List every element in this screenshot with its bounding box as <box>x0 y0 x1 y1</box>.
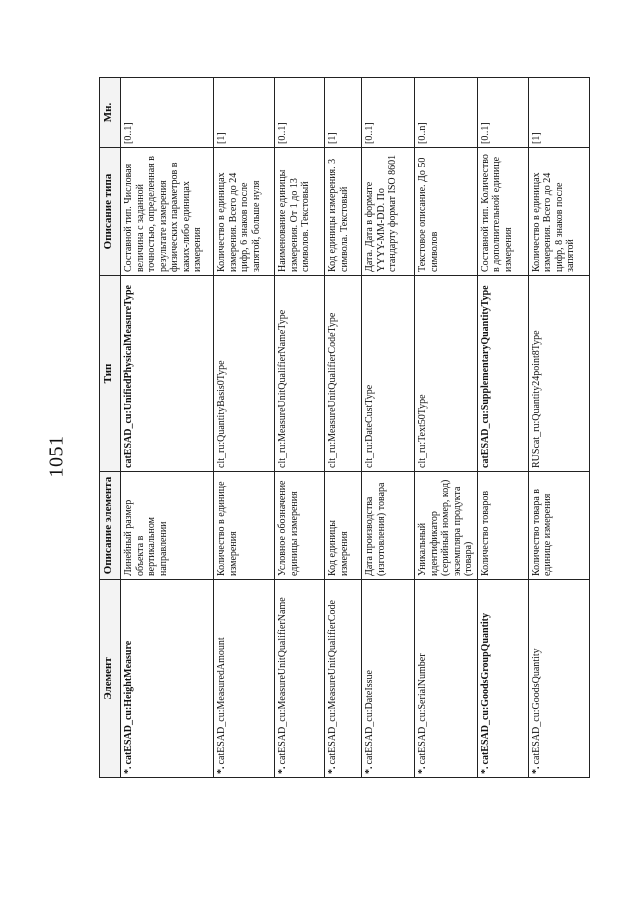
element-cell <box>325 580 362 778</box>
element-description: Количество в единице измерения <box>214 472 275 580</box>
element-name: catESAD_cu:HeightMeasure <box>123 640 134 765</box>
table-row <box>528 78 589 778</box>
row-marker: *. <box>277 766 288 774</box>
element-cell <box>415 580 478 778</box>
table-row <box>325 78 362 778</box>
element-cell <box>362 580 415 778</box>
element-description: Линейный размер объекта в вертикальном направлении <box>121 472 214 580</box>
table-row <box>121 78 214 778</box>
multiplicity: [1] <box>528 78 589 148</box>
element-cell <box>477 580 528 778</box>
multiplicity: [0..1] <box>362 78 415 148</box>
type-description: Дата. Дата в формате YYYY-MM-DD. По стандарту формат ISO 8601 <box>362 148 415 276</box>
multiplicity: [1] <box>214 78 275 148</box>
multiplicity: [1] <box>325 78 362 148</box>
multiplicity: [0..1] <box>275 78 325 148</box>
element-description: Количество товаров <box>477 472 528 580</box>
element-table-rotated <box>99 78 640 778</box>
type-description: Количество в единицах измерения. Всего до 24 цифр, 6 знаков после запятой, больше нуля <box>214 148 275 276</box>
element-description: Уникальный идентификатор (серийный номер, код) экземпляра продукта (товара) <box>415 472 478 580</box>
multiplicity: [0..1] <box>121 78 214 148</box>
element-cell <box>275 580 325 778</box>
element-description: Условное обозначение единицы измерения <box>275 472 325 580</box>
header-type: Тип <box>100 276 121 472</box>
type-description: Составной тип. Числовая величина с заданной точностью, определенная в результате измерения физических параметров в каких-либо единицах измерения <box>121 148 214 276</box>
element-name: catESAD_cu:MeasuredAmount <box>216 637 227 765</box>
row-marker: *. <box>479 766 491 774</box>
element-name: catESAD_cu:SerialNumber <box>417 653 428 765</box>
header-element: Элемент <box>100 580 121 778</box>
header-type-desc: Описание типа <box>100 148 121 276</box>
type-description: Количество в единицах измерения. Всего до 24 цифр, 8 знаков после запятой <box>528 148 589 276</box>
element-cell <box>214 580 275 778</box>
element-name: catESAD_cu:MeasureUnitQualifierCode <box>327 600 338 765</box>
element-description: Код единицы измерения <box>325 472 362 580</box>
row-marker: *. <box>530 766 542 774</box>
element-name: catESAD_cu:GoodsGroupQuantity <box>479 612 491 765</box>
table-row <box>214 78 275 778</box>
type-name: clt_ru:MeasureUnitQualifierCodeType <box>325 276 362 472</box>
type-name: clt_ru:QuantityBasis0Type <box>214 276 275 472</box>
element-table <box>99 77 590 778</box>
type-description: Код единицы измерения. 3 символа. Текстовый <box>325 148 362 276</box>
element-cell <box>528 580 589 778</box>
element-name: catESAD_cu:GoodsQuantity <box>530 648 542 765</box>
type-name: clt_ru:DateCustType <box>362 276 415 472</box>
multiplicity: [0..1] <box>477 78 528 148</box>
table-row <box>362 78 415 778</box>
row-marker: *. <box>417 766 428 774</box>
table-row <box>415 78 478 778</box>
element-description: Дата производства (изготовления) товара <box>362 472 415 580</box>
table-header-row <box>100 78 121 778</box>
row-marker: *. <box>327 766 338 774</box>
table-row <box>477 78 528 778</box>
table-row <box>275 78 325 778</box>
header-element-desc: Описание элемента <box>100 472 121 580</box>
element-description: Количество товара в единице измерения <box>528 472 589 580</box>
type-name: catESAD_cu:UnifiedPhysicalMeasureType <box>121 276 214 472</box>
row-marker: *. <box>364 766 375 774</box>
row-marker: *. <box>123 766 134 774</box>
row-marker: *. <box>216 766 227 774</box>
type-description: Текстовое описание. До 50 символов <box>415 148 478 276</box>
element-name: catESAD_cu:DateIssue <box>364 670 375 765</box>
header-multiplicity: Мн. <box>100 78 121 148</box>
element-cell <box>121 580 214 778</box>
type-name: catESAD_cu:SupplementaryQuantityType <box>477 276 528 472</box>
type-name: RUScat_ru:Quantity24point8Type <box>528 276 589 472</box>
element-name: catESAD_cu:MeasureUnitQualifierName <box>277 597 288 765</box>
type-name: clt_ru:Text50Type <box>415 276 478 472</box>
multiplicity: [0..n] <box>415 78 478 148</box>
page-number: 1051 <box>45 435 68 478</box>
type-description: Наименование единицы измерения. От 1 до 13 символов. Текстовый <box>275 148 325 276</box>
type-name: clt_ru:MeasureUnitQualifierNameType <box>275 276 325 472</box>
type-description: Составной тип. Количество в дополнительной единице измерения <box>477 148 528 276</box>
